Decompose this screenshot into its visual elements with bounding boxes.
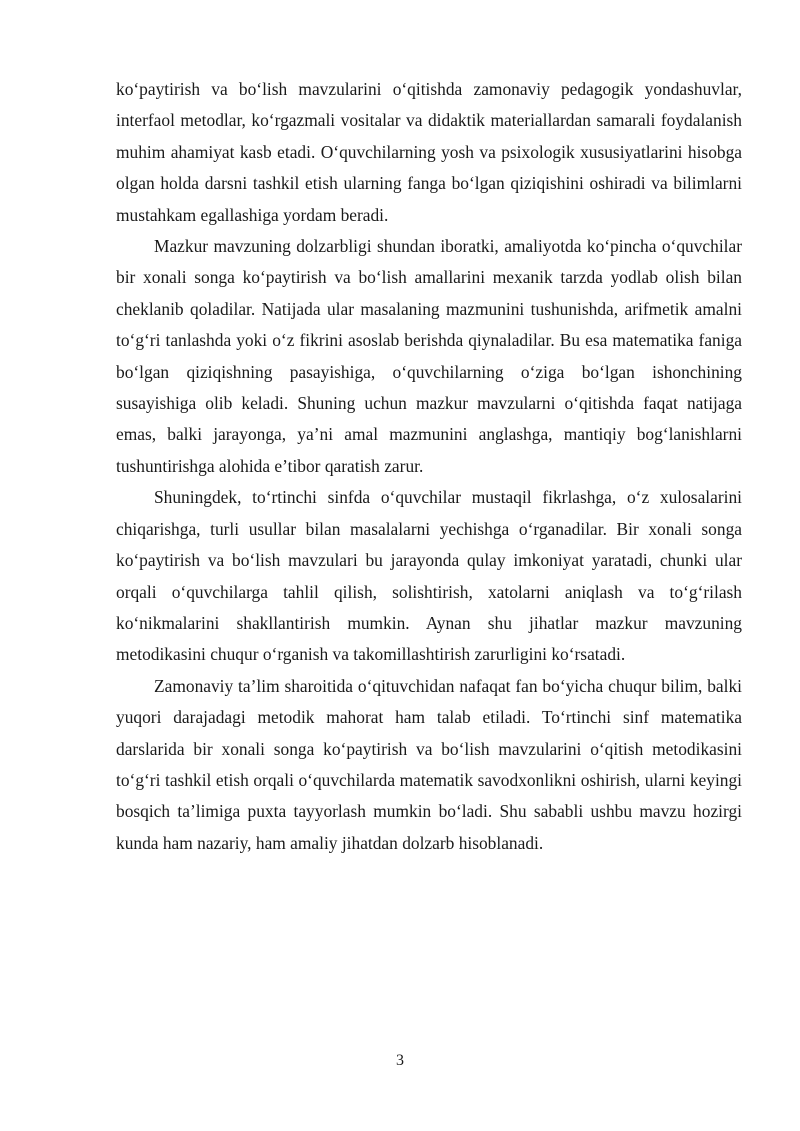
paragraph-continuation: ko‘paytirish va bo‘lish mavzularini o‘qitishda zamonaviy pedagogik yondashuvlar, interfaol metodlar, ko‘rgazmali vositalar va didaktik materiallardan samarali foydalanish muhim ahamiyat kasb etadi. O‘quvchilarning yosh va psixologik xususiyatlarini hisobga olgan holda darsni tashkil etish ularning fanga bo‘lgan qiziqishini oshiradi va bilimlarni mustahkam egallashiga yordam beradi. bbox=[116, 79, 742, 225]
page-number: 3 bbox=[396, 1052, 404, 1069]
body-text bbox=[116, 74, 742, 859]
paragraph-fourth-grade: Shuningdek, to‘rtinchi sinfda o‘quvchilar mustaqil fikrlashga, o‘z xulosalarini chiqarishga, turli usullar bilan masalalarni yechishga o‘rganadilar. Bir xonali songa ko‘paytirish va bo‘lish mavzulari bu jarayonda qulay imkoniyat yaratadi, chunki ular orqali o‘quvchilarga tahlil qilish, solishtirish, xatolarni aniqlash va to‘g‘rilash ko‘nikmalarini shakllantirish mumkin. Aynan shu jihatlar mazkur mavzuning metodikasini chuqur o‘rganish va takomillashtirish zarurligini ko‘rsatadi. bbox=[116, 487, 742, 665]
paragraph-relevance: Mazkur mavzuning dolzarbligi shundan iboratki, amaliyotda ko‘pincha o‘quvchilar bir xonali songa ko‘paytirish va bo‘lish amallarini mexanik tarzda yodlab olish bilan cheklanib qoladilar. Natijada ular masalaning mazmunini tushunishda, arifmetik amalni to‘g‘ri tanlashda yoki o‘z fikrini asoslab berishda qiynaladilar. Bu esa matematika faniga bo‘lgan qiziqishning pasayishiga, o‘quvchilarning o‘ziga bo‘lgan ishonchining susayishiga olib keladi. Shuning uchun mazkur mavzularni o‘qitishda faqat natijaga emas, balki jarayonga, ya’ni amal mazmunini anglashga, mantiqiy bog‘lanishlarni tushuntirishga alohida e’tibor qaratish zarur. bbox=[116, 236, 742, 476]
paragraph-modern-education: Zamonaviy ta’lim sharoitida o‘qituvchidan nafaqat fan bo‘yicha chuqur bilim, balki yuqori darajadagi metodik mahorat ham talab etiladi. To‘rtinchi sinf matematika darslarida bir xonali songa ko‘paytirish va bo‘lish mavzularini o‘qitish metodikasini to‘g‘ri tashkil etish orqali o‘quvchilarda matematik savodxonlikni oshirish, ularni keyingi bosqich ta’limiga puxta tayyorlash mumkin bo‘ladi. Shu sababli ushbu mavzu hozirgi kunda ham nazariy, ham amaliy jihatdan dolzarb hisoblanadi. bbox=[116, 675, 742, 853]
